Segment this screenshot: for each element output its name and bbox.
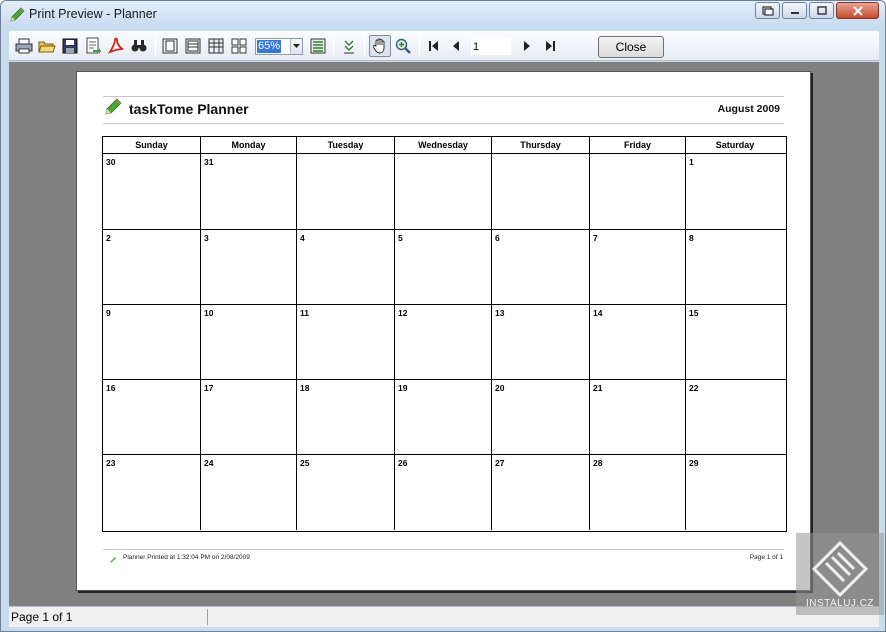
- weekday-label: Thursday: [492, 137, 590, 153]
- calendar-day-cell: [201, 380, 297, 454]
- day-number: 5: [398, 233, 403, 243]
- calendar-day-cell: [297, 380, 395, 454]
- day-number: 16: [106, 383, 116, 393]
- calendar-day-cell: [395, 305, 492, 379]
- pencil-app-icon: [8, 6, 26, 24]
- calendar-day-cell: [297, 455, 395, 530]
- day-number: 4: [300, 233, 305, 243]
- calendar-week-row: [103, 305, 786, 380]
- single-page-icon: [161, 37, 179, 55]
- zoom-dropdown[interactable]: [255, 38, 303, 55]
- weekday-label: Sunday: [103, 137, 201, 153]
- open-icon: [38, 37, 56, 55]
- weekday-label: Wednesday: [395, 137, 492, 153]
- prev-page-button[interactable]: [445, 35, 467, 57]
- zoom-dropdown-arrow[interactable]: [290, 39, 302, 54]
- first-page-button[interactable]: [423, 35, 445, 57]
- calendar-day-cell: [103, 380, 201, 454]
- zoom-in-icon: [394, 37, 412, 55]
- calendar-day-cell: [201, 154, 297, 229]
- day-number: 30: [106, 157, 116, 167]
- day-number: 20: [495, 383, 505, 393]
- calendar-day-cell: [201, 305, 297, 379]
- day-number: 18: [300, 383, 310, 393]
- day-number: 24: [204, 458, 214, 468]
- multi-page-icon: [230, 37, 248, 55]
- save-button[interactable]: [59, 35, 81, 57]
- day-number: 19: [398, 383, 408, 393]
- day-number: 2: [106, 233, 111, 243]
- day-number: 15: [689, 308, 699, 318]
- find-icon: [130, 37, 148, 55]
- pdf-button[interactable]: [105, 35, 127, 57]
- weekday-label: Friday: [590, 137, 686, 153]
- status-divider: [207, 609, 208, 625]
- export-icon: [84, 37, 102, 55]
- calendar-day-cell: [103, 455, 201, 530]
- open-button[interactable]: [36, 35, 58, 57]
- minimize-icon: [789, 6, 801, 16]
- watermark-text: INSTALUJ.CZ: [805, 598, 875, 609]
- watermark-logo-icon: [810, 539, 870, 597]
- zoom-in-button[interactable]: [392, 35, 414, 57]
- day-number: 13: [495, 308, 505, 318]
- day-number: 29: [689, 458, 699, 468]
- first-page-icon: [428, 40, 440, 52]
- footer-rule: [103, 549, 784, 550]
- header-rule: [103, 123, 784, 124]
- next-page-button[interactable]: [516, 35, 538, 57]
- status-bar: [9, 606, 879, 627]
- close-button[interactable]: Close: [598, 36, 664, 58]
- calendar-day-cell: [492, 305, 590, 379]
- calendar-day-cell: [395, 230, 492, 304]
- calendar-day-cell: [686, 455, 784, 530]
- pdf-icon: [107, 37, 125, 55]
- print-timestamp: Planner Printed at 1:32:04 PM on 2/08/2009: [123, 554, 250, 561]
- page-width-button[interactable]: [307, 35, 329, 57]
- calendar-day-cell: [103, 305, 201, 379]
- calendar-day-cell: [686, 305, 784, 379]
- window-controls: [755, 2, 879, 19]
- toolbar: [9, 31, 879, 61]
- find-button[interactable]: [128, 35, 150, 57]
- pencil-small-icon: [109, 556, 117, 564]
- export-button[interactable]: [82, 35, 104, 57]
- toolbar-separator: [364, 36, 365, 56]
- calendar-week-row: [103, 230, 786, 305]
- maximize-icon: [816, 6, 828, 16]
- fit-page-icon: [340, 37, 358, 55]
- window-title: Print Preview - Planner: [29, 7, 157, 21]
- month-label: August 2009: [717, 103, 780, 115]
- weekday-label: Tuesday: [297, 137, 395, 153]
- watermark: [796, 533, 884, 615]
- page-width-icon: [309, 37, 327, 55]
- preview-area[interactable]: [9, 62, 879, 606]
- calendar-day-cell: [103, 154, 201, 229]
- calendar-day-cell: [492, 380, 590, 454]
- next-page-icon: [521, 40, 533, 52]
- calendar-day-cell: [590, 380, 686, 454]
- close-icon: [852, 6, 864, 16]
- calendar-day-cell: [590, 230, 686, 304]
- day-number: 10: [204, 308, 214, 318]
- minimize-button[interactable]: [782, 2, 807, 19]
- day-number: 3: [204, 233, 209, 243]
- calendar-week-row: [103, 154, 786, 230]
- calendar-day-cell: [201, 455, 297, 530]
- calendar-day-cell: [492, 154, 590, 229]
- calendar-week-row: [103, 455, 786, 530]
- hand-tool-button[interactable]: [369, 35, 391, 57]
- day-number: 9: [106, 308, 111, 318]
- day-number: 12: [398, 308, 408, 318]
- toolbar-separator: [419, 36, 420, 56]
- calendar-day-cell: [686, 230, 784, 304]
- title-bar: [1, 1, 885, 29]
- calendar-day-cell: [590, 154, 686, 229]
- prev-page-icon: [450, 40, 462, 52]
- calendar-day-cell: [686, 380, 784, 454]
- day-number: 27: [495, 458, 505, 468]
- day-number: 14: [593, 308, 603, 318]
- day-number: 26: [398, 458, 408, 468]
- calendar-day-cell: [686, 154, 784, 229]
- calendar-day-cell: [201, 230, 297, 304]
- status-page-text: Page 1 of 1: [11, 610, 73, 624]
- day-number: 22: [689, 383, 699, 393]
- day-number: 25: [300, 458, 310, 468]
- multi-page-button[interactable]: [228, 35, 250, 57]
- calendar-day-cell: [395, 455, 492, 530]
- fit-page-button[interactable]: [338, 35, 360, 57]
- calendar-day-cell: [590, 305, 686, 379]
- calendar-day-cell: [492, 455, 590, 530]
- day-number: 31: [204, 157, 214, 167]
- last-page-button[interactable]: [539, 35, 561, 57]
- calendar-day-cell: [297, 305, 395, 379]
- calendar-week-row: [103, 380, 786, 455]
- calendar-day-cell: [395, 154, 492, 229]
- day-number: 21: [593, 383, 603, 393]
- toolbar-separator: [333, 36, 334, 56]
- calendar-grid: [102, 136, 787, 532]
- day-number: 23: [106, 458, 116, 468]
- single-page-button[interactable]: [159, 35, 181, 57]
- calendar-day-cell: [297, 154, 395, 229]
- page-count: Page 1 of 1: [749, 554, 783, 561]
- weekday-label: Monday: [201, 137, 297, 153]
- toolbar-separator: [155, 36, 156, 56]
- close-window-button[interactable]: [836, 2, 879, 19]
- restore-extra-button[interactable]: [755, 2, 780, 19]
- day-number: 1: [689, 157, 694, 167]
- calendar-day-cell: [395, 380, 492, 454]
- document-page: [76, 71, 811, 591]
- day-number: 8: [689, 233, 694, 243]
- header-rule: [103, 96, 784, 97]
- day-number: 6: [495, 233, 500, 243]
- weekday-label: Saturday: [715, 140, 755, 150]
- calendar-day-cell: [297, 230, 395, 304]
- last-page-icon: [544, 40, 556, 52]
- calendar-day-cell: [590, 455, 686, 530]
- two-page-button[interactable]: [182, 35, 204, 57]
- calendar-day-cell: [103, 230, 201, 304]
- weekday-header: [103, 137, 786, 154]
- day-number: 11: [300, 308, 309, 318]
- planner-title: taskTome Planner: [129, 101, 249, 117]
- restore-icon: [762, 6, 774, 16]
- chevron-down-icon: [293, 44, 300, 49]
- pencil-logo-icon: [103, 97, 123, 117]
- four-page-button[interactable]: [205, 35, 227, 57]
- print-button[interactable]: [13, 35, 35, 57]
- two-page-icon: [184, 37, 202, 55]
- day-number: 7: [593, 233, 598, 243]
- zoom-value[interactable]: 65%: [258, 40, 281, 52]
- four-page-icon: [207, 37, 225, 55]
- day-number: 28: [593, 458, 603, 468]
- day-number: 17: [204, 383, 214, 393]
- save-icon: [61, 37, 79, 55]
- hand-tool-icon: [371, 37, 389, 55]
- print-icon: [15, 37, 33, 55]
- calendar-day-cell: [492, 230, 590, 304]
- maximize-button[interactable]: [809, 2, 834, 19]
- page-number-input[interactable]: [471, 38, 511, 55]
